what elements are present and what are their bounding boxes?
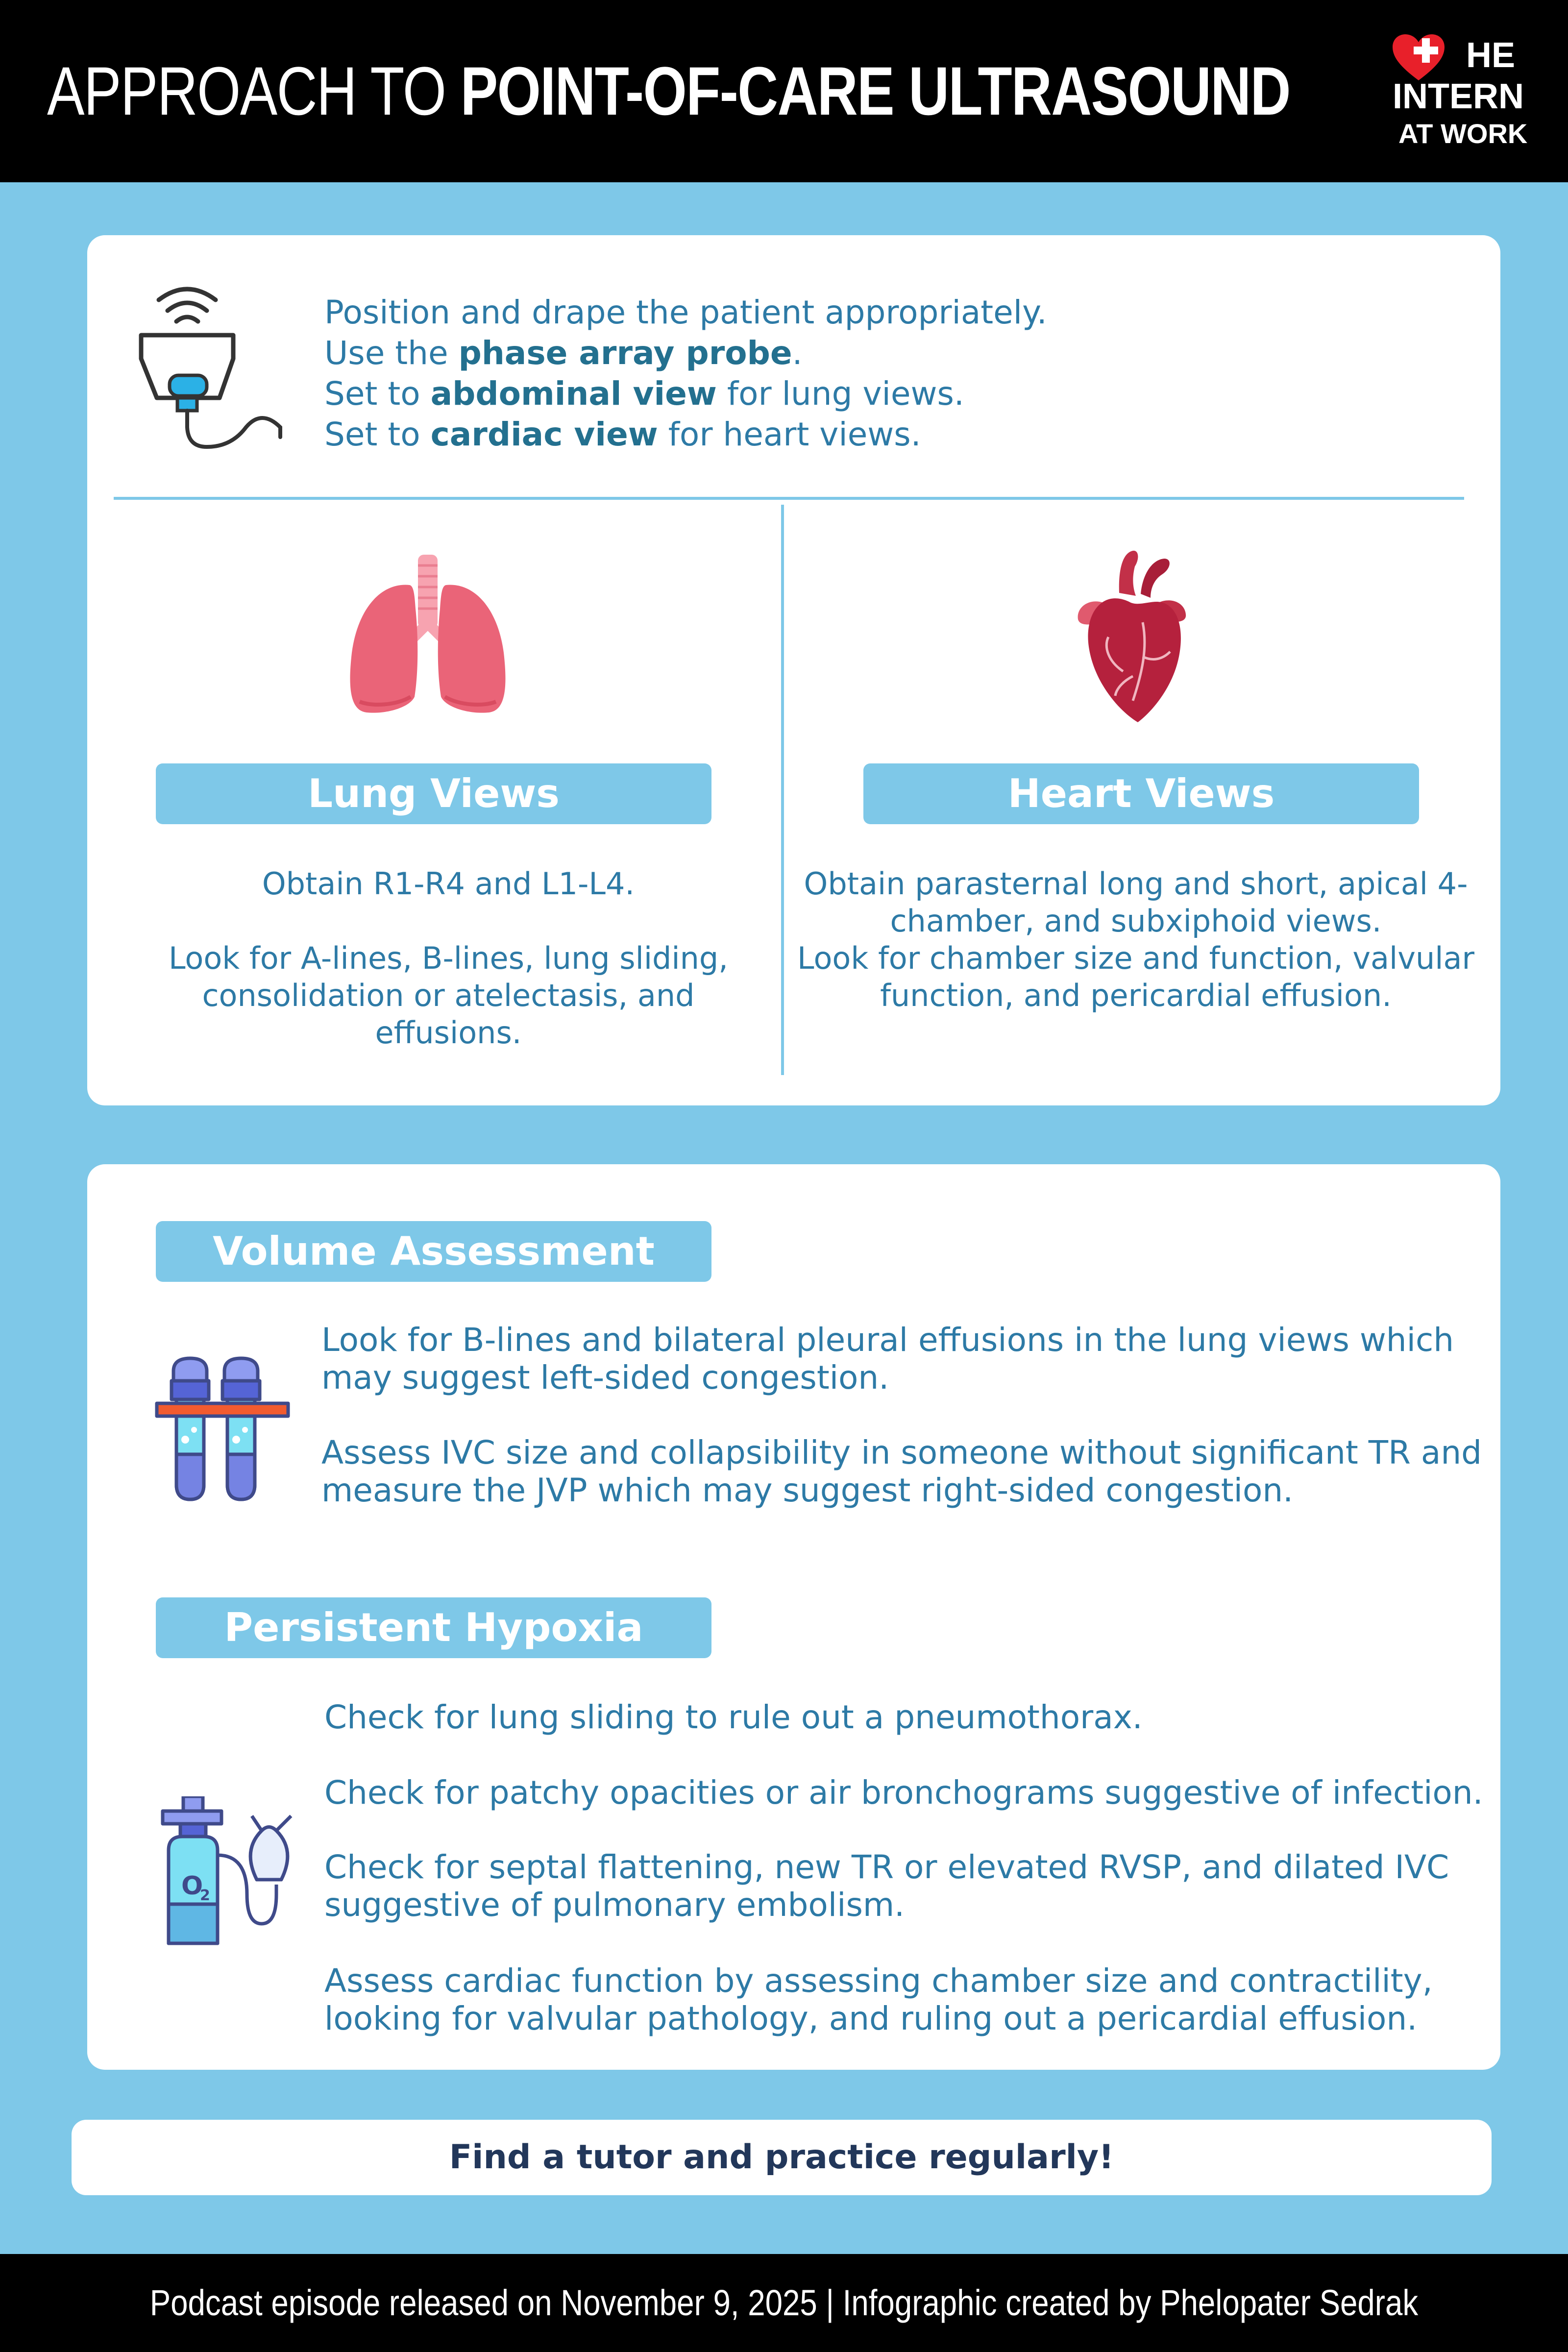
volume-p1-line2: may suggest left-sided congestion. — [321, 1359, 889, 1396]
test-tubes-icon — [155, 1356, 290, 1503]
setup-instructions — [324, 292, 1047, 455]
setup-line-2-bold: phase array probe — [458, 334, 792, 372]
volume-p2-line2: measure the JVP which may suggest right-sided congestion. — [321, 1471, 1294, 1509]
hypoxia-pneumothorax: Check for lung sliding to rule out a pneumothorax. — [324, 1698, 1143, 1736]
vertical-divider — [781, 505, 784, 1075]
setup-line-2-pre: Use the — [324, 334, 459, 372]
hypoxia-p3-line2: suggestive of pulmonary embolism. — [324, 1886, 905, 1924]
intern-at-work-logo — [1392, 30, 1539, 153]
logo-text-he: HE — [1466, 36, 1516, 75]
svg-text:2: 2 — [200, 1887, 210, 1904]
lung-views-look-for: Look for A-lines, B-lines, lung sliding, consolidation or atelectasis, and effusions. — [168, 940, 728, 1051]
volume-left-congestion — [321, 1321, 1454, 1396]
volume-p1-line1: Look for B-lines and bilateral pleural effusions in the lung views which — [321, 1321, 1454, 1359]
setup-line-2-post: . — [792, 334, 803, 372]
hypoxia-p4-line2: looking for valvular pathology, and ruling out a pericardial effusion. — [324, 2000, 1418, 2037]
horizontal-divider — [114, 497, 1464, 500]
setup-views-card — [87, 235, 1500, 1105]
setup-line-4-bold: cardiac view — [430, 416, 658, 453]
setup-line-3-bold: abdominal view — [430, 375, 717, 413]
setup-line-2 — [324, 333, 1047, 373]
footer — [0, 2254, 1568, 2352]
setup-line-4-post: for heart views. — [658, 416, 921, 453]
hypoxia-pulmonary-embolism — [324, 1848, 1449, 1924]
assessment-card — [87, 1164, 1500, 2070]
volume-p2-line1: Assess IVC size and collapsibility in someone without significant TR and — [321, 1434, 1482, 1471]
heart-icon — [1074, 549, 1188, 724]
header — [0, 0, 1568, 182]
persistent-hypoxia-heading: Persistent Hypoxia — [156, 1597, 711, 1658]
setup-line-3-post: for lung views. — [716, 375, 964, 413]
svg-text:O: O — [181, 1871, 203, 1901]
cta-text: Find a tutor and practice regularly! — [449, 2138, 1114, 2177]
lungs-icon — [347, 555, 509, 715]
hypoxia-p3-line1: Check for septal flattening, new TR or elevated RVSP, and dilated IVC — [324, 1848, 1449, 1886]
title-light: APPROACH TO — [47, 52, 461, 129]
footer-credit-text: Podcast episode released on November 9, 2025 | Infographic created by Phelopater Sedrak — [149, 2282, 1419, 2323]
setup-line-1: Position and drape the patient appropriately. — [324, 294, 1047, 331]
ultrasound-probe-icon — [133, 280, 290, 462]
setup-line-4-pre: Set to — [324, 416, 431, 453]
hypoxia-cardiac-function — [324, 1962, 1433, 2037]
hypoxia-infection: Check for patchy opacities or air bronchograms suggestive of infection. — [324, 1774, 1483, 1812]
lung-views-heading: Lung Views — [156, 763, 711, 824]
logo-text-at-work: AT WORK — [1398, 118, 1528, 149]
logo-text-intern: INTERN — [1393, 77, 1524, 116]
title-bold: POINT-OF-CARE ULTRASOUND — [460, 52, 1290, 129]
heart-views-look-for: Look for chamber size and function, valvular function, and pericardial effusion. — [797, 940, 1474, 1013]
oxygen-tank-icon — [159, 1796, 301, 1948]
setup-line-3-pre: Set to — [324, 375, 431, 413]
cta-banner — [72, 2120, 1492, 2195]
heart-views-obtain: Obtain parasternal long and short, apical 4-chamber, and subxiphoid views. — [804, 866, 1468, 939]
page-title — [47, 47, 1290, 135]
setup-line-4 — [324, 414, 1047, 455]
footer-credit — [0, 2254, 1568, 2352]
hypoxia-p4-line1: Assess cardiac function by assessing chamber size and contractility, — [324, 1962, 1433, 2000]
volume-assessment-heading: Volume Assessment — [156, 1221, 711, 1282]
lung-views-obtain: Obtain R1-R4 and L1-L4. — [262, 866, 635, 902]
volume-right-congestion — [321, 1434, 1482, 1509]
heart-views-heading: Heart Views — [863, 763, 1419, 824]
setup-line-3 — [324, 373, 1047, 414]
